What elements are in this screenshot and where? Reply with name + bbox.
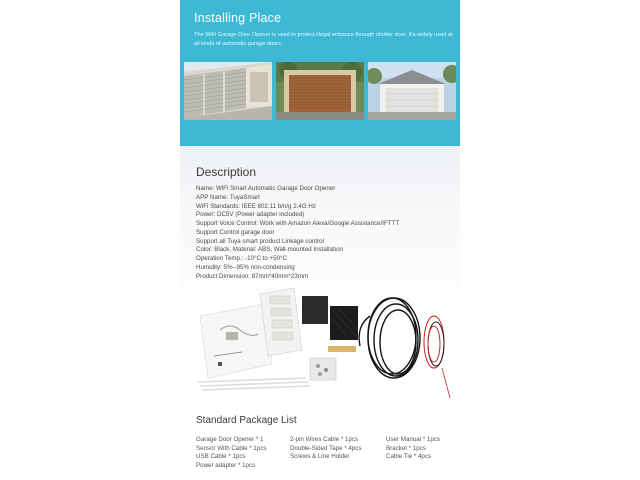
package-item: Bracket * 1pcs	[386, 444, 426, 452]
package-column-1	[196, 436, 267, 470]
spec-item: Operation Temp.: -10°C to +50°C	[196, 255, 287, 262]
package-contents-photo	[198, 286, 456, 408]
package-item: Cable Tie * 4pcs	[386, 453, 432, 461]
spec-list	[196, 185, 456, 281]
package-column-2	[290, 436, 361, 462]
package-item: Sensor With Cable * 1pcs	[196, 444, 267, 452]
package-item: Garage Door Opener * 1	[196, 436, 264, 443]
spec-item: Support Voice Control: Work with Amazon Alexa/Google Assistance/IFTTT	[196, 220, 400, 227]
package-column-3	[386, 436, 440, 462]
spec-item: Power: DC5V (Power adapter included)	[196, 211, 305, 219]
package-item: Screws & Line Holder	[290, 453, 350, 461]
spec-item: Support all Tuya smart product Linkage control	[196, 237, 324, 245]
spec-item: Name: WiFi Smart Automatic Garage Door Opener	[196, 185, 336, 192]
installing-place-banner	[180, 0, 460, 146]
installing-place-description: The WiFi Garage Door Opener is used to protect illegal entrance through shutter door, It's widely used at all kinds of automatic garage doors.	[194, 32, 453, 47]
garage-photo-white-shutters	[184, 62, 272, 120]
spec-item: Product Dimension: 87mm*40mm*23mm	[196, 272, 309, 280]
spec-item: APP Name: TuyaSmart	[196, 193, 260, 201]
package-item: Power adapter * 1pcs	[196, 461, 256, 469]
package-list	[196, 436, 458, 476]
spec-item: Support Control garage door	[196, 228, 275, 236]
garage-photo-brown-shutter	[276, 62, 364, 120]
spec-item: WiFi Standards: IEEE 802.11 b/n/g 2.4G Hz	[196, 202, 316, 210]
installation-photos	[184, 62, 456, 120]
package-item: User Manual * 1pcs	[386, 436, 440, 443]
package-item: USB Cable * 1pcs	[196, 453, 246, 461]
description-title: Description	[196, 165, 257, 179]
spec-item: Humidity: 5%--95% non-condensing	[196, 263, 295, 271]
package-item: Double-Sided Tape * 4pcs	[290, 444, 362, 452]
garage-photo-white-door	[368, 62, 456, 120]
spec-item: Color: Black, Material: ABS, Wall-mounted Installation	[196, 246, 343, 254]
package-item: 2-pin Wires Cable * 1pcs	[290, 436, 359, 443]
product-page	[180, 0, 460, 480]
package-list-title: Standard Package List	[196, 415, 297, 426]
installing-place-title: Installing Place	[194, 11, 282, 25]
